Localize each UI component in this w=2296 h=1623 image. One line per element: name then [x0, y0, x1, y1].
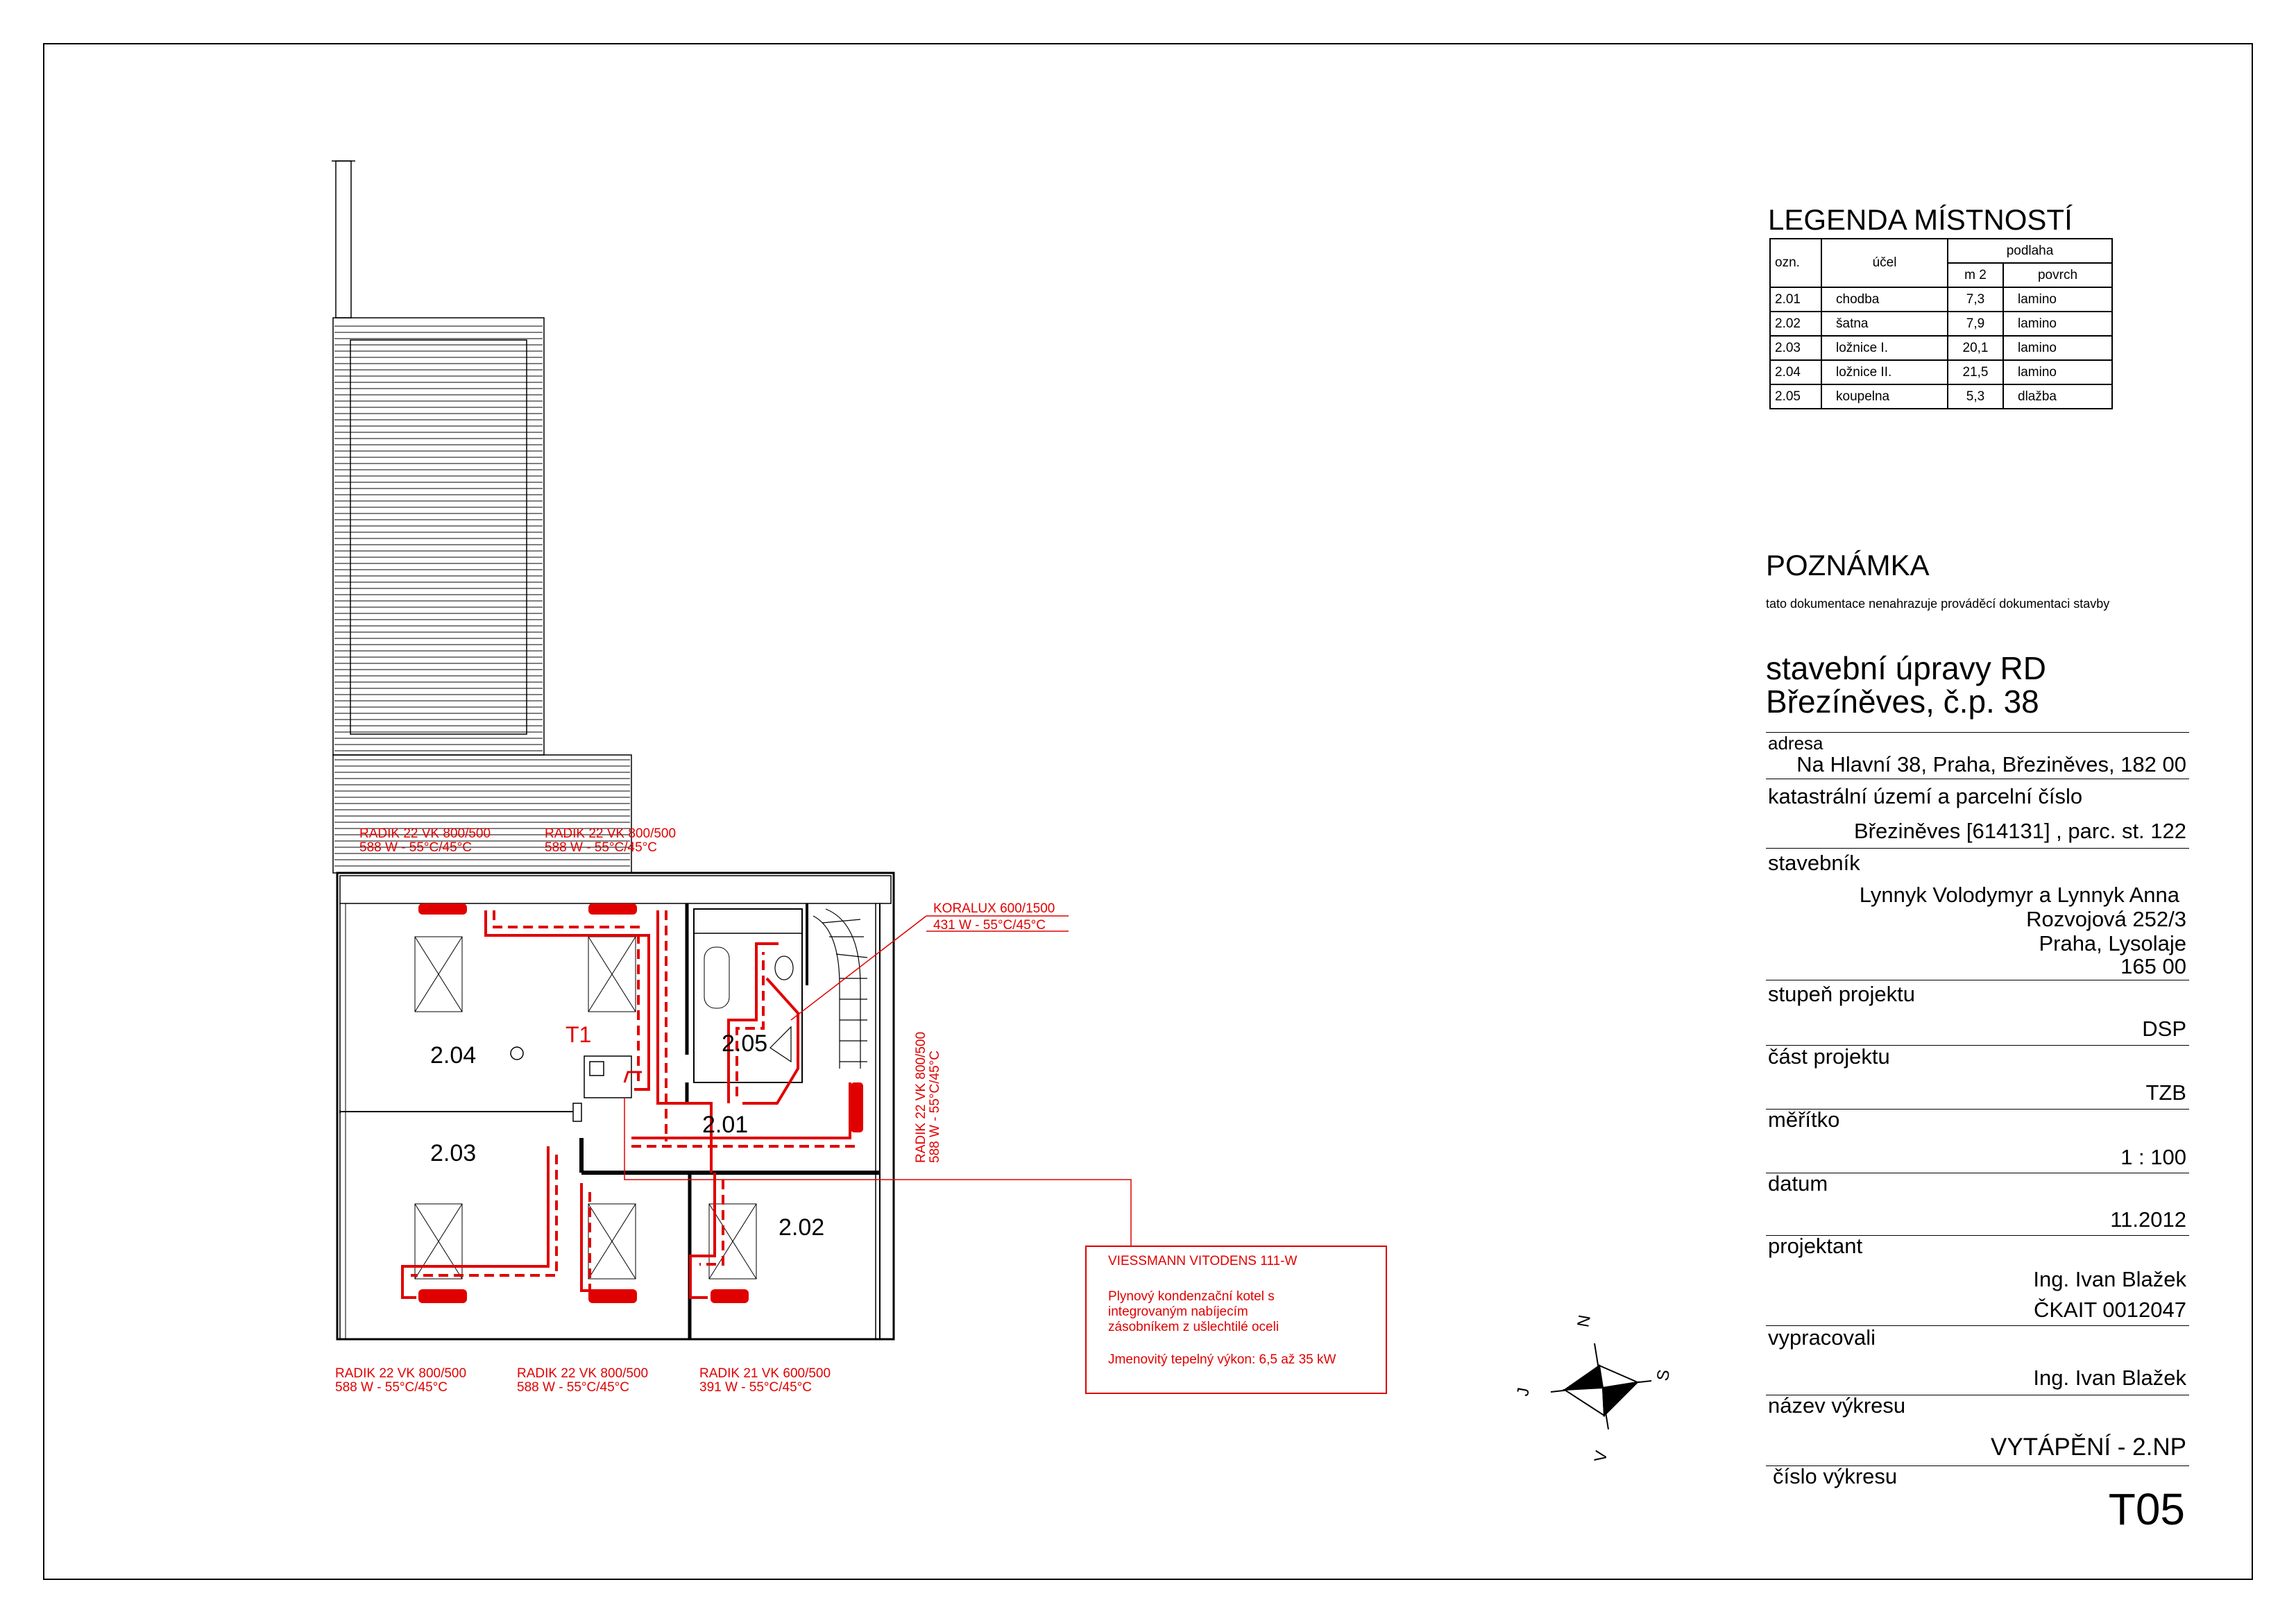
designer-label: projektant — [1768, 1234, 1863, 1258]
legend-table — [1769, 238, 2113, 409]
terrace-hatch — [334, 326, 630, 866]
cadastre-value: Březiněves [614131] , parc. st. 122 — [1853, 819, 2186, 843]
boiler-title: VIESSMANN VITODENS 111-W — [1108, 1254, 1298, 1268]
divider — [1766, 848, 2189, 849]
project-title-line2: Březíněves, č.p. 38 — [1766, 683, 2039, 720]
prepared-value: Ing. Ivan Blažek — [2033, 1366, 2186, 1390]
staircase — [813, 909, 867, 1069]
radiator-type: RADIK 22 VK 800/500 — [517, 1366, 649, 1381]
radiator-label-bottom-1 — [335, 1367, 466, 1395]
address-label: adresa — [1768, 733, 1823, 754]
drawing-no-value: T05 — [2108, 1484, 2185, 1534]
radiator-type: RADIK 21 VK 600/500 — [699, 1366, 831, 1381]
designer-id: ČKAIT 0012047 — [2033, 1298, 2186, 1322]
boiler-power: Jmenovitý tepelný výkon: 6,5 až 35 kW — [1108, 1352, 1336, 1367]
legend-cell-ozn: 2.01 — [1770, 287, 1821, 312]
legend-header-m2: m 2 — [1948, 263, 2003, 287]
radiator-power: 588 W - 55°C/45°C — [359, 840, 472, 855]
legend-row — [1770, 360, 2112, 384]
leader-lines — [624, 916, 1131, 1246]
legend-cell-m2: 7,9 — [1948, 312, 2003, 336]
builder-line-3: Praha, Lysolaje — [2039, 931, 2186, 955]
boiler-desc-2: integrovaným nabíjecím — [1108, 1305, 1248, 1319]
legend-title: LEGENDA MÍSTNOSTÍ — [1768, 203, 2073, 236]
boiler-desc-3: zásobníkem z ušlechtilé oceli — [1108, 1320, 1279, 1334]
project-title-line1: stavební úpravy RD — [1766, 650, 2046, 686]
legend-header-podlaha: podlaha — [1948, 239, 2112, 263]
date-value: 11.2012 — [2110, 1207, 2186, 1232]
boiler-unit — [511, 1047, 631, 1098]
radiator-label-top-left — [359, 827, 491, 855]
legend-cell-ucel: koupelna — [1821, 384, 1948, 409]
note-text: tato dokumentace nenahrazuje prováděcí dokumentaci stavby — [1766, 597, 2110, 611]
legend-cell-m2: 7,3 — [1948, 287, 2003, 312]
room-label-2-04: 2.04 — [430, 1042, 477, 1069]
part-label: část projektu — [1768, 1044, 1890, 1069]
radiator-label-bottom-2 — [517, 1367, 648, 1395]
room-label-2-01: 2.01 — [702, 1112, 749, 1138]
legend-cell-ozn: 2.03 — [1770, 336, 1821, 360]
legend-row — [1770, 287, 2112, 312]
address-value: Na Hlavní 38, Praha, Březiněves, 182 00 — [1796, 752, 2186, 776]
legend-cell-m2: 20,1 — [1948, 336, 2003, 360]
radiator-power: 588 W - 55°C/45°C — [545, 840, 657, 855]
builder-label: stavebník — [1768, 851, 1860, 875]
radiator-label-koralux — [933, 902, 1055, 933]
legend-cell-m2: 5,3 — [1948, 384, 2003, 409]
radiator-type: RADIK 22 VK 800/500 — [335, 1366, 467, 1381]
divider — [1766, 732, 2189, 733]
roof-windows — [415, 937, 756, 1279]
cadastre-label: katastrální území a parcelní číslo — [1768, 784, 2083, 808]
room-label-2-02: 2.02 — [779, 1214, 825, 1241]
legend-cell-povrch: dlažba — [2003, 384, 2112, 409]
builder-line-2: Rozvojová 252/3 — [2026, 907, 2186, 931]
compass-n: N — [1574, 1314, 1595, 1329]
bathroom-fixtures — [770, 956, 793, 1062]
legend-row — [1770, 312, 2112, 336]
radiator-type: RADIK 22 VK 800/500 — [359, 826, 491, 841]
radiator-power: 391 W - 55°C/45°C — [699, 1380, 812, 1395]
compass-s: S — [1653, 1368, 1674, 1383]
drawing-no-label: číslo výkresu — [1773, 1464, 1898, 1488]
radiator-power: 588 W - 55°C/45°C — [928, 1051, 942, 1163]
stage-label: stupeň projektu — [1768, 982, 1915, 1006]
legend-row — [1770, 336, 2112, 360]
boiler-desc-1: Plynový kondenzační kotel s — [1108, 1289, 1275, 1304]
legend-cell-povrch: lamino — [2003, 287, 2112, 312]
radiator-label-right-vertical — [915, 1032, 942, 1163]
legend-header-ozn: ozn. — [1770, 239, 1821, 287]
legend-cell-ozn: 2.04 — [1770, 360, 1821, 384]
compass-rose — [1551, 1343, 1651, 1429]
legend-cell-ucel: šatna — [1821, 312, 1948, 336]
compass-j: J — [1513, 1386, 1533, 1398]
legend-cell-povrch: lamino — [2003, 336, 2112, 360]
radiator-type: KORALUX 600/1500 — [933, 901, 1055, 916]
drawing-name-value: VYTÁPĚNÍ - 2.NP — [1990, 1434, 2186, 1461]
drawing-name-label: název výkresu — [1768, 1393, 1906, 1418]
scale-label: měřítko — [1768, 1107, 1840, 1132]
legend-cell-povrch: lamino — [2003, 360, 2112, 384]
builder-line-4: 165 00 — [2120, 954, 2186, 978]
room-label-2-03: 2.03 — [430, 1140, 477, 1166]
radiator-label-bottom-3 — [699, 1367, 831, 1395]
stage-value: DSP — [2142, 1017, 2186, 1041]
radiator-power: 431 W - 55°C/45°C — [933, 918, 1046, 933]
radiator-power: 588 W - 55°C/45°C — [335, 1380, 448, 1395]
legend-cell-ozn: 2.02 — [1770, 312, 1821, 336]
legend-cell-ozn: 2.05 — [1770, 384, 1821, 409]
radiator-type: RADIK 22 VK 800/500 — [545, 826, 677, 841]
builder-line-1: Lynnyk Volodymyr a Lynnyk Anna — [1859, 883, 2179, 907]
radiators — [418, 903, 863, 1303]
room-label-2-05: 2.05 — [722, 1030, 768, 1057]
legend-cell-ucel: ložnice I. — [1821, 336, 1948, 360]
compass-v: V — [1590, 1449, 1612, 1464]
legend-cell-ucel: ložnice II. — [1821, 360, 1948, 384]
legend-header-ucel: účel — [1821, 239, 1948, 287]
radiator-power: 588 W - 55°C/45°C — [517, 1380, 629, 1395]
legend-cell-ucel: chodba — [1821, 287, 1948, 312]
designer-value: Ing. Ivan Blažek — [2033, 1267, 2186, 1291]
part-value: TZB — [2145, 1080, 2186, 1105]
legend-header-povrch: povrch — [2003, 263, 2112, 287]
note-title: POZNÁMKA — [1766, 549, 1930, 581]
prepared-label: vypracovali — [1768, 1325, 1876, 1350]
legend-cell-m2: 21,5 — [1948, 360, 2003, 384]
date-label: datum — [1768, 1171, 1828, 1196]
boiler-tag-t1: T1 — [566, 1022, 592, 1047]
radiator-type: RADIK 22 VK 800/500 — [914, 1031, 928, 1163]
scale-value: 1 : 100 — [2120, 1145, 2186, 1169]
radiator-label-top-right — [545, 827, 676, 855]
boiler-info — [1108, 1255, 1336, 1367]
legend-cell-povrch: lamino — [2003, 312, 2112, 336]
legend-row — [1770, 384, 2112, 409]
